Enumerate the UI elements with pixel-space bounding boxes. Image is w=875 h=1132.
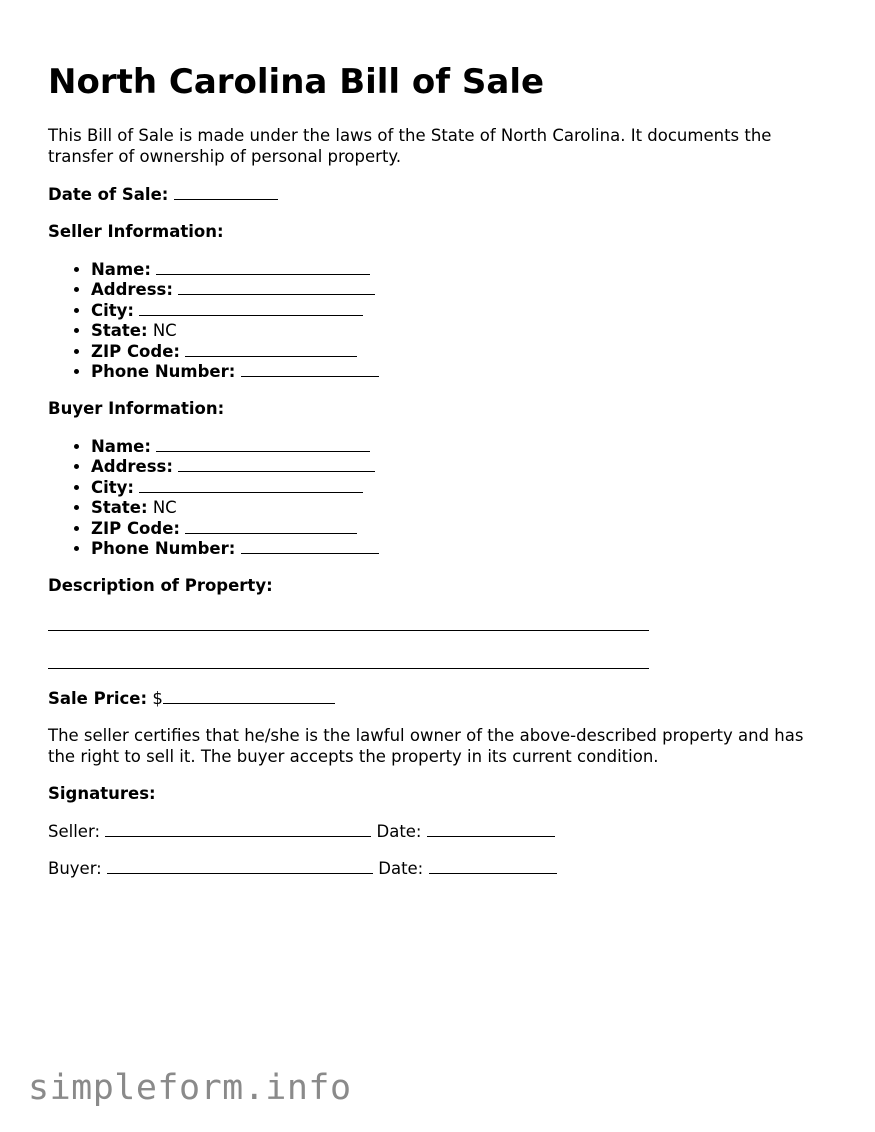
sale-price-currency: $ (152, 689, 163, 708)
page-title: North Carolina Bill of Sale (48, 62, 545, 102)
buyer-zip-field[interactable] (185, 519, 357, 534)
sale-price-label: Sale Price: (48, 689, 148, 708)
buyer-state-item (91, 498, 379, 518)
buyer-state-label: State: (91, 498, 148, 518)
description-heading: Description of Property: (48, 576, 273, 595)
buyer-city-field[interactable] (139, 478, 363, 493)
intro-paragraph: This Bill of Sale is made under the laws of the State of North Carolina. It documents the transfer of ownership of personal property. (48, 126, 772, 166)
seller-zip-label: ZIP Code: (91, 341, 180, 361)
seller-signature-label: Seller: (48, 822, 100, 841)
seller-name-item (91, 260, 379, 280)
watermark: simpleform.info (28, 1068, 352, 1108)
sale-price-row (48, 689, 335, 710)
buyer-date-field[interactable] (429, 859, 557, 874)
seller-address-item (91, 280, 379, 300)
buyer-zip-item (91, 519, 379, 539)
buyer-phone-field[interactable] (241, 539, 379, 554)
seller-phone-field[interactable] (241, 362, 379, 377)
seller-phone-item (91, 362, 379, 382)
buyer-zip-label: ZIP Code: (91, 518, 180, 538)
buyer-phone-label: Phone Number: (91, 539, 236, 559)
seller-zip-item (91, 342, 379, 362)
buyer-name-item (91, 437, 379, 457)
seller-state-item (91, 321, 379, 341)
seller-city-field[interactable] (139, 301, 363, 316)
date-of-sale-field[interactable] (174, 185, 278, 200)
seller-state-value: NC (152, 321, 177, 341)
buyer-signature-row (48, 859, 557, 880)
seller-date-field[interactable] (427, 822, 555, 837)
date-of-sale-row (48, 185, 278, 206)
seller-phone-label: Phone Number: (91, 362, 236, 382)
description-line-2[interactable] (48, 668, 649, 669)
buyer-name-field[interactable] (156, 437, 370, 452)
seller-city-item (91, 301, 379, 321)
buyer-address-field[interactable] (178, 457, 375, 472)
seller-date-label: Date: (376, 822, 422, 841)
seller-address-label: Address: (91, 280, 173, 300)
buyer-city-item (91, 478, 379, 498)
date-of-sale-label: Date of Sale: (48, 185, 169, 204)
buyer-address-label: Address: (91, 457, 173, 477)
seller-name-field[interactable] (156, 260, 370, 275)
buyer-info-list (48, 437, 379, 559)
seller-heading: Seller Information: (48, 222, 224, 241)
buyer-name-label: Name: (91, 437, 151, 456)
buyer-signature-field[interactable] (107, 859, 373, 874)
seller-zip-field[interactable] (185, 342, 357, 357)
buyer-heading: Buyer Information: (48, 399, 225, 418)
buyer-state-value: NC (152, 498, 177, 518)
buyer-address-item (91, 457, 379, 477)
seller-city-label: City: (91, 300, 135, 320)
buyer-phone-item (91, 539, 379, 559)
buyer-date-label: Date: (378, 859, 424, 878)
certification-paragraph: The seller certifies that he/she is the lawful owner of the above-described property and has the right to sell it. The buyer accepts the property in its current condition. (48, 726, 804, 766)
seller-info-list (48, 260, 379, 382)
seller-name-label: Name: (91, 260, 151, 279)
buyer-signature-label: Buyer: (48, 859, 102, 878)
seller-signature-field[interactable] (105, 822, 371, 837)
buyer-city-label: City: (91, 477, 135, 497)
seller-state-label: State: (91, 321, 148, 341)
description-line-1[interactable] (48, 630, 649, 631)
seller-address-field[interactable] (178, 280, 375, 295)
seller-signature-row (48, 822, 555, 843)
sale-price-field[interactable] (163, 689, 335, 704)
signatures-heading: Signatures: (48, 784, 156, 803)
